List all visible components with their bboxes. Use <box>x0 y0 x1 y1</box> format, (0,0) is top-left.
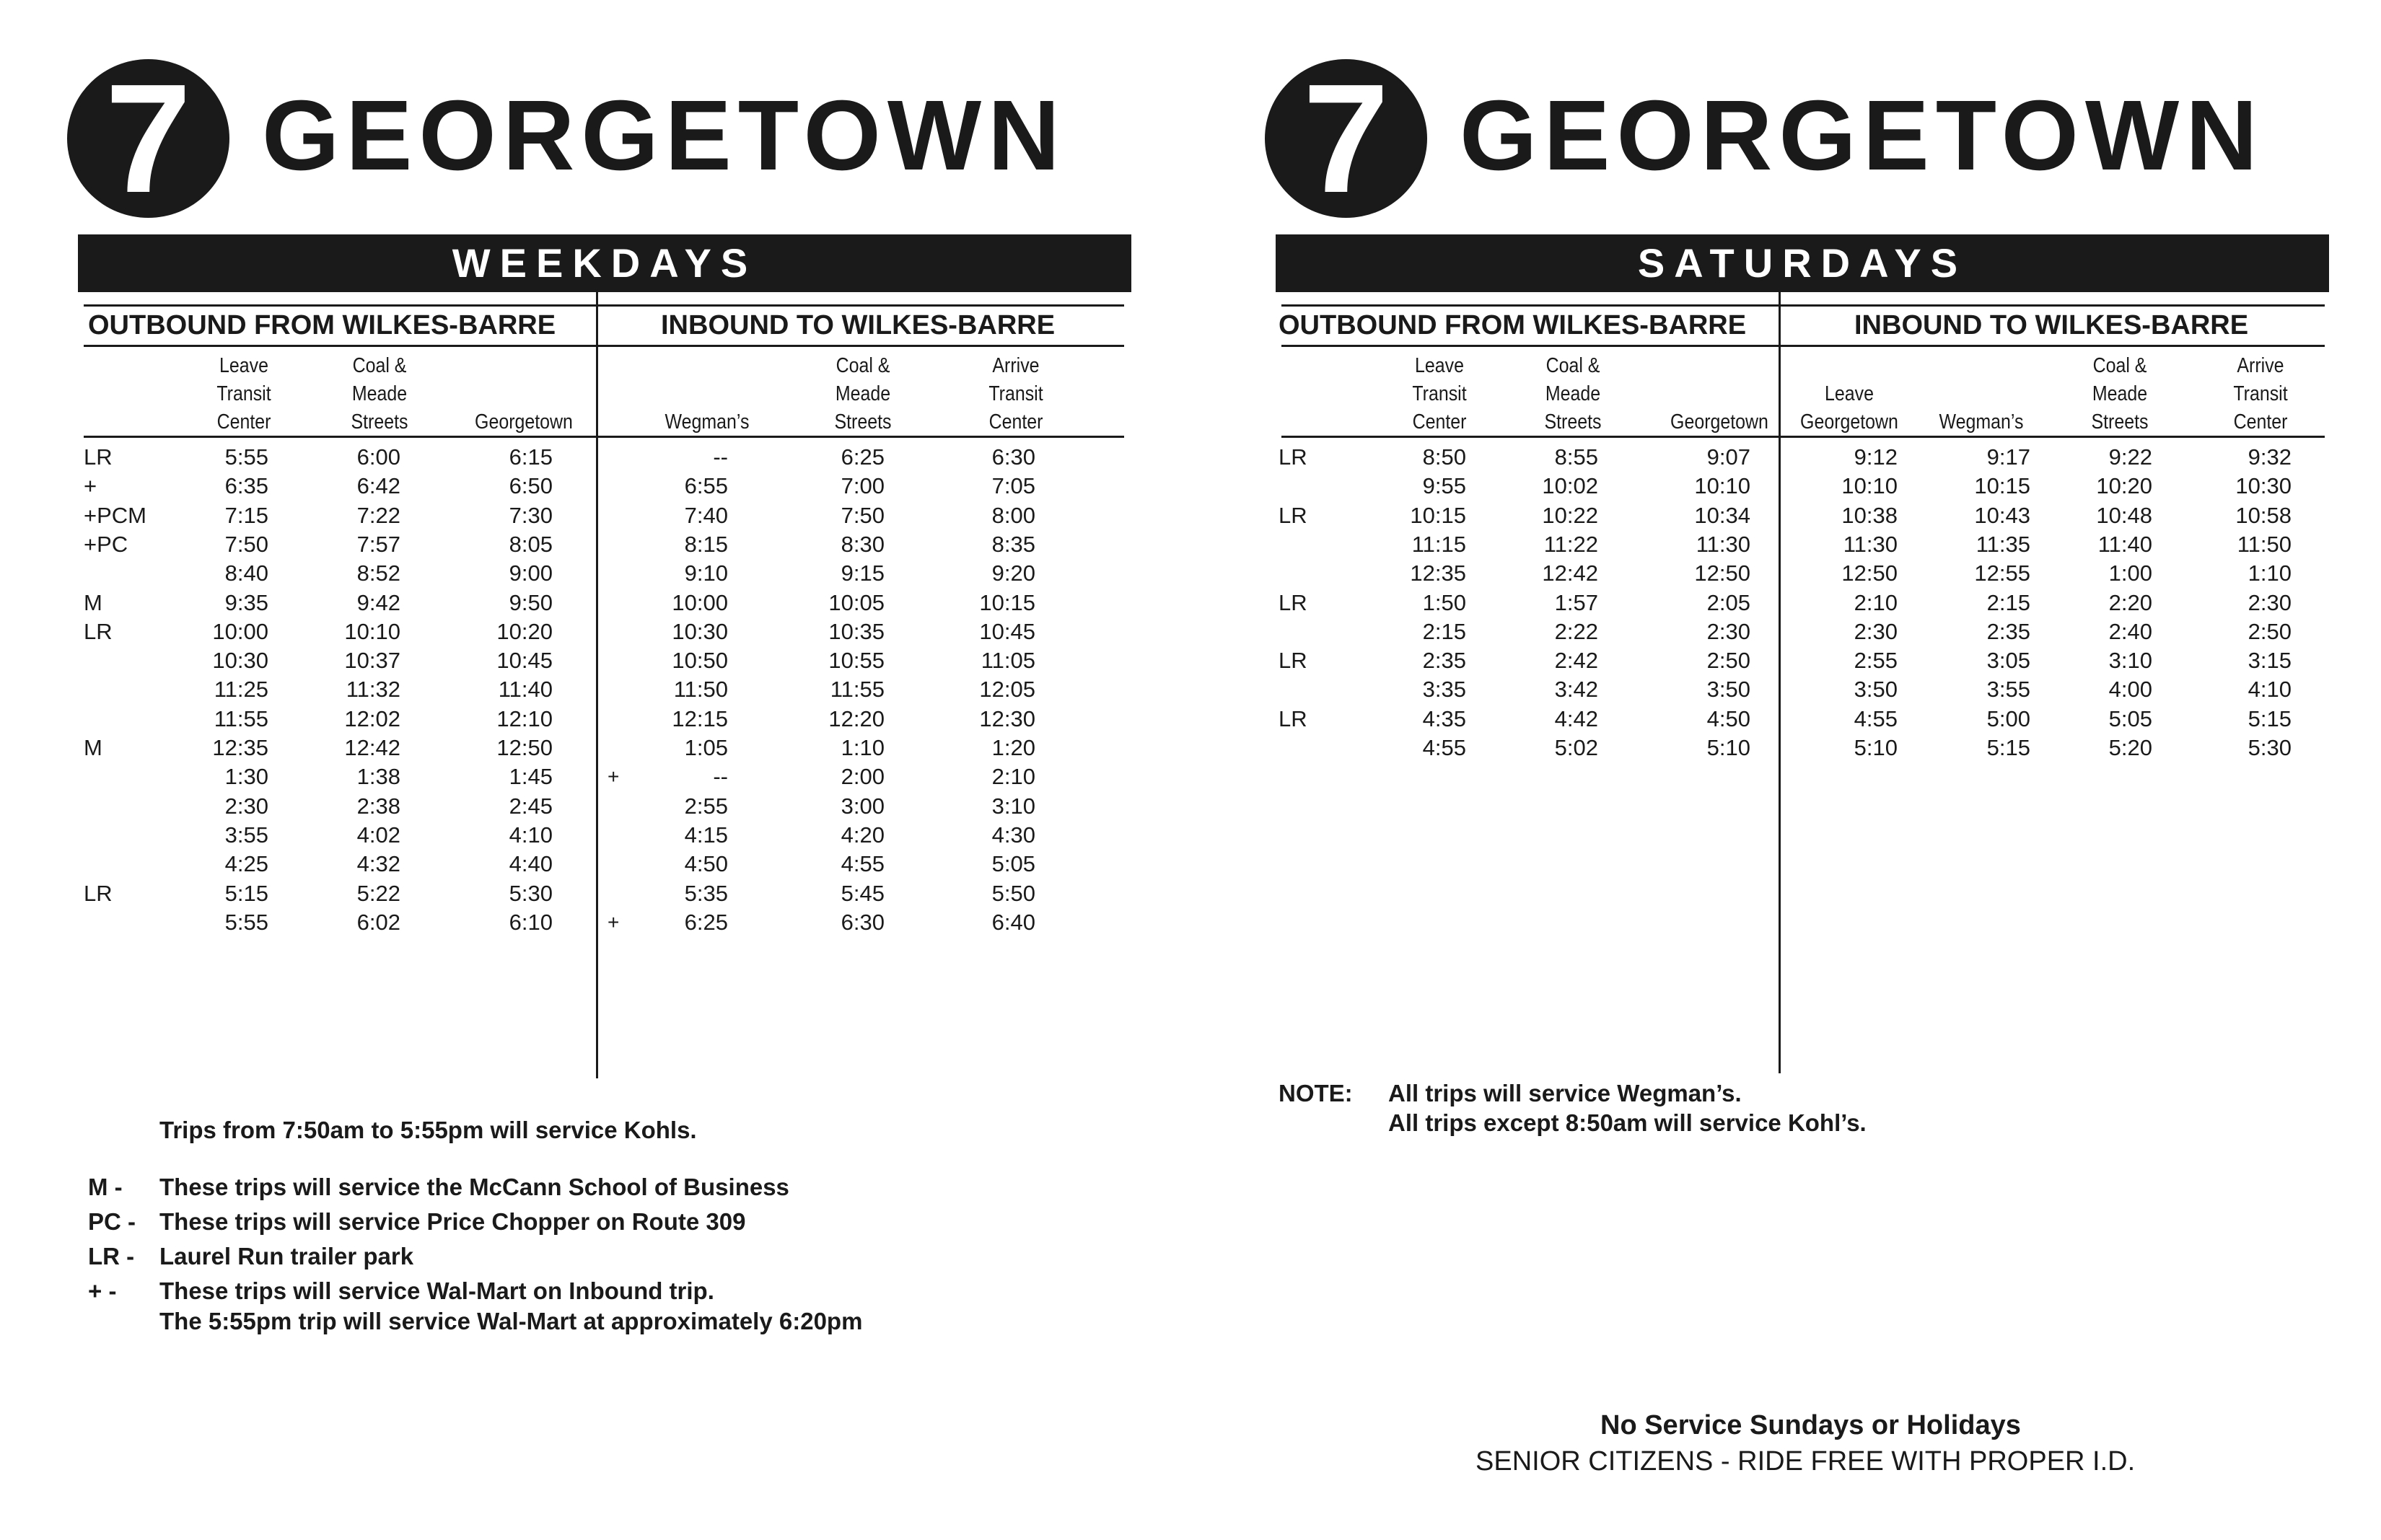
time-cell: 4:00 <box>2108 677 2152 703</box>
divider <box>84 436 1124 438</box>
column-header <box>336 352 423 436</box>
time-cell: 11:50 <box>2237 531 2292 557</box>
table-row <box>78 675 1131 704</box>
divider <box>84 345 1124 347</box>
time-cell: 12:05 <box>979 677 1035 703</box>
time-cell: 8:30 <box>841 531 885 557</box>
table-row <box>78 734 1131 762</box>
table-row <box>1276 530 2329 559</box>
legend-code: M - <box>88 1174 123 1200</box>
legend-text: These trips will service Price Chopper on Route 309 <box>159 1208 746 1235</box>
time-cell: 4:20 <box>841 822 885 848</box>
time-cell: 10:37 <box>344 648 400 674</box>
legend-text: These trips will service Wal-Mart on Inbound trip. <box>159 1277 714 1304</box>
time-cell: 6:15 <box>509 444 553 470</box>
time-cell: 2:38 <box>356 793 400 819</box>
column-header-label: Wegman’s <box>1939 410 2024 434</box>
time-cell: 1:10 <box>2248 560 2292 586</box>
time-cell: 7:15 <box>224 502 268 528</box>
table-row <box>78 879 1131 908</box>
time-cell: 2:05 <box>1706 589 1750 615</box>
time-cell: 2:35 <box>1422 648 1466 674</box>
legend-text: The 5:55pm trip will service Wal-Mart at approximately 6:20pm <box>159 1308 863 1334</box>
table-row <box>78 443 1131 472</box>
time-cell: 11:35 <box>1976 531 2030 557</box>
time-cell: 5:30 <box>2248 735 2292 760</box>
time-cell: 4:55 <box>841 851 885 877</box>
time-cell: 2:10 <box>991 764 1035 790</box>
outbound-title: OUTBOUND FROM WILKES-BARRE <box>1279 310 1747 340</box>
time-cell: 1:10 <box>841 735 885 760</box>
time-cell: 4:15 <box>684 822 728 848</box>
time-cell: 9:22 <box>2108 444 2152 470</box>
time-cell: 9:35 <box>224 589 268 615</box>
time-cell: 10:48 <box>2096 502 2152 528</box>
time-cell: 10:10 <box>1694 473 1750 499</box>
column-header-label: Arrive Transit Center <box>2233 354 2288 434</box>
time-cell: 2:40 <box>2108 618 2152 644</box>
time-cell: 8:35 <box>991 531 1035 557</box>
time-cell: 12:55 <box>1974 560 2030 586</box>
time-cell: 12:50 <box>496 735 553 760</box>
kohls-note: Trips from 7:50am to 5:55pm will service Kohls. <box>159 1117 697 1143</box>
time-cell: -- <box>713 444 728 470</box>
column-header <box>2077 352 2163 436</box>
time-cell: 6:30 <box>841 909 885 935</box>
time-cell: 3:42 <box>1554 677 1598 703</box>
time-cell: 5:50 <box>991 880 1035 906</box>
trip-code: +PC <box>84 531 128 557</box>
column-header <box>2217 352 2304 436</box>
time-cell: 4:42 <box>1554 705 1598 731</box>
table-row <box>78 762 1131 791</box>
time-cell: 10:20 <box>496 618 553 644</box>
time-cell: 11:40 <box>498 677 553 703</box>
time-cell: 7:00 <box>841 473 885 499</box>
trip-code: LR <box>1279 648 1307 674</box>
time-cell: 11:50 <box>673 677 728 703</box>
table-row <box>78 850 1131 879</box>
table-row <box>1276 501 2329 530</box>
column-header-label: Leave Georgetown <box>1800 382 1898 434</box>
time-cell: 2:22 <box>1554 618 1598 644</box>
time-cell: 11:22 <box>1543 531 1598 557</box>
time-cell: 2:30 <box>1706 618 1750 644</box>
table-row <box>1276 705 2329 734</box>
table-row <box>78 559 1131 588</box>
column-header-label: Arrive Transit Center <box>988 354 1043 434</box>
time-cell: 1:30 <box>224 764 268 790</box>
time-cell: 5:22 <box>356 880 400 906</box>
time-cell: 10:30 <box>672 618 728 644</box>
route-number-badge: 7 <box>1265 59 1427 218</box>
table-row <box>78 646 1131 675</box>
table-row <box>78 530 1131 559</box>
time-cell: 9:50 <box>509 589 553 615</box>
time-cell: 12:50 <box>1694 560 1750 586</box>
trip-code: +PCM <box>84 502 146 528</box>
time-cell: 5:15 <box>2248 705 2292 731</box>
time-cell: 2:15 <box>1422 618 1466 644</box>
time-cell: 3:35 <box>1422 677 1466 703</box>
time-cell: 2:55 <box>1854 648 1898 674</box>
time-cell: 12:50 <box>1841 560 1898 586</box>
column-header-label: Wegman’s <box>665 410 750 434</box>
time-cell: 6:50 <box>509 473 553 499</box>
time-cell: 9:32 <box>2248 444 2292 470</box>
time-cell: 4:30 <box>991 822 1035 848</box>
column-header <box>820 352 906 436</box>
time-cell: 5:02 <box>1554 735 1598 760</box>
legend-text: These trips will service the McCann School of Business <box>159 1174 789 1200</box>
time-cell: 6:30 <box>991 444 1035 470</box>
time-cell: 9:55 <box>1422 473 1466 499</box>
time-cell: 10:35 <box>828 618 885 644</box>
column-header <box>1667 352 1772 436</box>
divider <box>1281 345 2325 347</box>
time-cell: 10:55 <box>828 648 885 674</box>
time-cell: 2:55 <box>684 793 728 819</box>
time-cell: 8:40 <box>224 560 268 586</box>
time-cell: 10:15 <box>979 589 1035 615</box>
time-cell: 9:10 <box>684 560 728 586</box>
table-row <box>1276 559 2329 588</box>
time-cell: 6:25 <box>684 909 728 935</box>
time-cell: 11:05 <box>981 648 1035 674</box>
trip-code: LR <box>1279 502 1307 528</box>
time-cell: 4:40 <box>509 851 553 877</box>
time-cell: 2:20 <box>2108 589 2152 615</box>
table-row <box>1276 443 2329 472</box>
column-header <box>973 352 1059 436</box>
day-banner: WEEKDAYS <box>78 234 1131 292</box>
time-cell: 10:45 <box>979 618 1035 644</box>
time-cell: 2:10 <box>1854 589 1898 615</box>
column-header <box>1931 352 2031 436</box>
time-cell: 5:55 <box>224 444 268 470</box>
column-header-label: Coal & Meade Streets <box>351 354 408 434</box>
time-cell: 11:30 <box>1696 531 1750 557</box>
time-cell: 1:38 <box>356 764 400 790</box>
time-cell: 12:35 <box>212 735 268 760</box>
time-cell: 5:15 <box>224 880 268 906</box>
time-cell: 10:45 <box>496 648 553 674</box>
table-row <box>78 589 1131 617</box>
time-cell: 5:30 <box>509 880 553 906</box>
time-cell: 1:45 <box>509 764 553 790</box>
table-row <box>78 821 1131 850</box>
legend-code: PC - <box>88 1208 136 1235</box>
time-cell: 10:58 <box>2235 502 2292 528</box>
trip-code: LR <box>84 618 113 644</box>
divider <box>84 304 1124 307</box>
time-cell: 10:00 <box>212 618 268 644</box>
note-line: All trips except 8:50am will service Kohl’s. <box>1388 1109 1867 1136</box>
time-cell: 4:32 <box>356 851 400 877</box>
legend-text: Laurel Run trailer park <box>159 1243 414 1270</box>
time-cell: 2:30 <box>1854 618 1898 644</box>
column-header-label: Georgetown <box>475 410 573 434</box>
time-cell: 12:30 <box>979 705 1035 731</box>
time-cell: 4:35 <box>1422 705 1466 731</box>
table-row <box>1276 589 2329 617</box>
time-cell: 3:10 <box>2108 648 2152 674</box>
column-header-label: Coal & Meade Streets <box>1544 354 1602 434</box>
time-cell: 12:42 <box>344 735 400 760</box>
time-cell: 4:55 <box>1422 735 1466 760</box>
walmart-marker: + <box>608 765 620 788</box>
trip-code: LR <box>1279 705 1307 731</box>
time-cell: 3:50 <box>1706 677 1750 703</box>
divider <box>1281 436 2325 438</box>
time-cell: 9:15 <box>841 560 885 586</box>
time-cell: -- <box>713 764 728 790</box>
table-row <box>78 705 1131 734</box>
time-cell: 8:55 <box>1554 444 1598 470</box>
time-cell: 3:55 <box>1986 677 2030 703</box>
time-cell: 12:42 <box>1542 560 1598 586</box>
column-header <box>201 352 287 436</box>
time-cell: 10:05 <box>828 589 885 615</box>
route-name: GEORGETOWN <box>1460 80 2264 191</box>
time-cell: 9:12 <box>1854 444 1898 470</box>
time-cell: 7:57 <box>356 531 400 557</box>
table-row <box>1276 472 2329 501</box>
time-cell: 12:10 <box>496 705 553 731</box>
time-cell: 8:52 <box>356 560 400 586</box>
inbound-title: INBOUND TO WILKES-BARRE <box>661 310 1056 340</box>
time-cell: 5:55 <box>224 909 268 935</box>
time-cell: 5:35 <box>684 880 728 906</box>
column-header <box>1797 352 1902 436</box>
time-cell: 6:00 <box>356 444 400 470</box>
column-header-label: Leave Transit Center <box>216 354 271 434</box>
time-cell: 12:20 <box>828 705 885 731</box>
time-cell: 1:50 <box>1422 589 1466 615</box>
time-cell: 2:15 <box>1986 589 2030 615</box>
time-cell: 10:38 <box>1841 502 1898 528</box>
time-cell: 4:50 <box>684 851 728 877</box>
time-cell: 4:55 <box>1854 705 1898 731</box>
time-cell: 12:02 <box>344 705 400 731</box>
time-cell: 7:30 <box>509 502 553 528</box>
time-cell: 7:50 <box>841 502 885 528</box>
time-cell: 9:00 <box>509 560 553 586</box>
time-cell: 4:10 <box>509 822 553 848</box>
column-header-label: Georgetown <box>1670 410 1768 434</box>
time-cell: 5:05 <box>2108 705 2152 731</box>
time-cell: 10:10 <box>344 618 400 644</box>
time-cell: 3:50 <box>1854 677 1898 703</box>
column-header <box>654 352 760 436</box>
trip-code: LR <box>1279 444 1307 470</box>
time-cell: 5:05 <box>991 851 1035 877</box>
time-cell: 3:15 <box>2248 648 2292 674</box>
time-cell: 11:15 <box>1411 531 1466 557</box>
route-name: GEORGETOWN <box>262 80 1066 191</box>
time-cell: 9:20 <box>991 560 1035 586</box>
time-cell: 11:30 <box>1843 531 1898 557</box>
time-cell: 1:20 <box>991 735 1035 760</box>
time-cell: 2:50 <box>2248 618 2292 644</box>
table-row <box>1276 734 2329 762</box>
time-cell: 4:10 <box>2248 677 2292 703</box>
time-cell: 10:02 <box>1542 473 1598 499</box>
time-cell: 8:15 <box>684 531 728 557</box>
trip-code: M <box>84 735 102 760</box>
column-header <box>1396 352 1483 436</box>
legend-code: + - <box>88 1277 117 1304</box>
time-cell: 8:05 <box>509 531 553 557</box>
table-row <box>1276 646 2329 675</box>
time-cell: 9:17 <box>1986 444 2030 470</box>
column-header <box>1530 352 1616 436</box>
time-cell: 10:34 <box>1694 502 1750 528</box>
divider <box>1281 304 2325 307</box>
time-cell: 10:20 <box>2096 473 2152 499</box>
table-row <box>78 617 1131 646</box>
column-header-label: Leave Transit Center <box>1412 354 1467 434</box>
time-cell: 11:55 <box>214 705 268 731</box>
senior-notice: SENIOR CITIZENS - RIDE FREE WITH PROPER I.D. <box>1475 1446 2136 1477</box>
time-cell: 10:50 <box>672 648 728 674</box>
note-line: All trips will service Wegman’s. <box>1388 1080 1742 1106</box>
time-cell: 5:20 <box>2108 735 2152 760</box>
trip-code: + <box>84 473 97 499</box>
time-cell: 11:25 <box>214 677 268 703</box>
time-cell: 4:50 <box>1706 705 1750 731</box>
time-cell: 10:15 <box>1974 473 2030 499</box>
trip-code: LR <box>84 444 113 470</box>
table-row <box>78 472 1131 501</box>
time-cell: 5:45 <box>841 880 885 906</box>
time-cell: 7:05 <box>991 473 1035 499</box>
route-number-badge: 7 <box>67 59 229 218</box>
table-row <box>78 908 1131 937</box>
time-cell: 6:35 <box>224 473 268 499</box>
time-cell: 10:00 <box>672 589 728 615</box>
time-cell: 11:40 <box>2097 531 2152 557</box>
time-cell: 2:50 <box>1706 648 1750 674</box>
time-cell: 6:02 <box>356 909 400 935</box>
time-cell: 6:42 <box>356 473 400 499</box>
outbound-title: OUTBOUND FROM WILKES-BARRE <box>88 310 556 340</box>
table-row <box>78 501 1131 530</box>
time-cell: 2:45 <box>509 793 553 819</box>
time-cell: 11:32 <box>346 677 400 703</box>
weekdays-panel <box>78 0 1203 1334</box>
time-cell: 12:35 <box>1410 560 1466 586</box>
note-label: NOTE: <box>1279 1080 1353 1106</box>
time-cell: 6:55 <box>684 473 728 499</box>
time-cell: 7:40 <box>684 502 728 528</box>
time-cell: 9:42 <box>356 589 400 615</box>
time-cell: 2:35 <box>1986 618 2030 644</box>
time-cell: 10:30 <box>212 648 268 674</box>
time-cell: 10:43 <box>1974 502 2030 528</box>
time-cell: 9:07 <box>1706 444 1750 470</box>
time-cell: 4:25 <box>224 851 268 877</box>
time-cell: 3:05 <box>1986 648 2030 674</box>
time-cell: 2:30 <box>2248 589 2292 615</box>
time-cell: 10:30 <box>2235 473 2292 499</box>
table-row <box>78 792 1131 821</box>
time-cell: 6:10 <box>509 909 553 935</box>
time-cell: 11:55 <box>830 677 885 703</box>
trip-code: LR <box>1279 589 1307 615</box>
time-cell: 1:57 <box>1554 589 1598 615</box>
walmart-marker: + <box>608 910 620 933</box>
time-cell: 10:10 <box>1841 473 1898 499</box>
table-row <box>1276 617 2329 646</box>
time-cell: 3:10 <box>991 793 1035 819</box>
time-cell: 6:25 <box>841 444 885 470</box>
time-cell: 2:00 <box>841 764 885 790</box>
time-cell: 2:30 <box>224 793 268 819</box>
time-cell: 5:15 <box>1986 735 2030 760</box>
time-cell: 7:22 <box>356 502 400 528</box>
time-cell: 1:05 <box>684 735 728 760</box>
time-cell: 8:50 <box>1422 444 1466 470</box>
time-cell: 3:55 <box>224 822 268 848</box>
no-service-notice: No Service Sundays or Holidays <box>1600 1410 2021 1440</box>
legend-code: LR - <box>88 1243 135 1270</box>
time-cell: 7:50 <box>224 531 268 557</box>
time-cell: 3:00 <box>841 793 885 819</box>
time-cell: 5:10 <box>1854 735 1898 760</box>
trip-code: LR <box>84 880 113 906</box>
time-cell: 5:10 <box>1706 735 1750 760</box>
time-cell: 8:00 <box>991 502 1035 528</box>
time-cell: 6:40 <box>991 909 1035 935</box>
day-banner: SATURDAYS <box>1276 234 2329 292</box>
column-header-label: Coal & Meade Streets <box>834 354 892 434</box>
time-cell: 2:42 <box>1554 648 1598 674</box>
time-cell: 5:00 <box>1986 705 2030 731</box>
column-header-label: Coal & Meade Streets <box>2091 354 2149 434</box>
time-cell: 10:22 <box>1542 502 1598 528</box>
inbound-title: INBOUND TO WILKES-BARRE <box>1854 310 2249 340</box>
trip-code: M <box>84 589 102 615</box>
time-cell: 1:00 <box>2108 560 2152 586</box>
time-cell: 4:02 <box>356 822 400 848</box>
time-cell: 10:15 <box>1410 502 1466 528</box>
table-row <box>1276 675 2329 704</box>
time-cell: 12:15 <box>672 705 728 731</box>
saturdays-panel <box>1276 0 2381 1136</box>
column-header <box>471 352 576 436</box>
